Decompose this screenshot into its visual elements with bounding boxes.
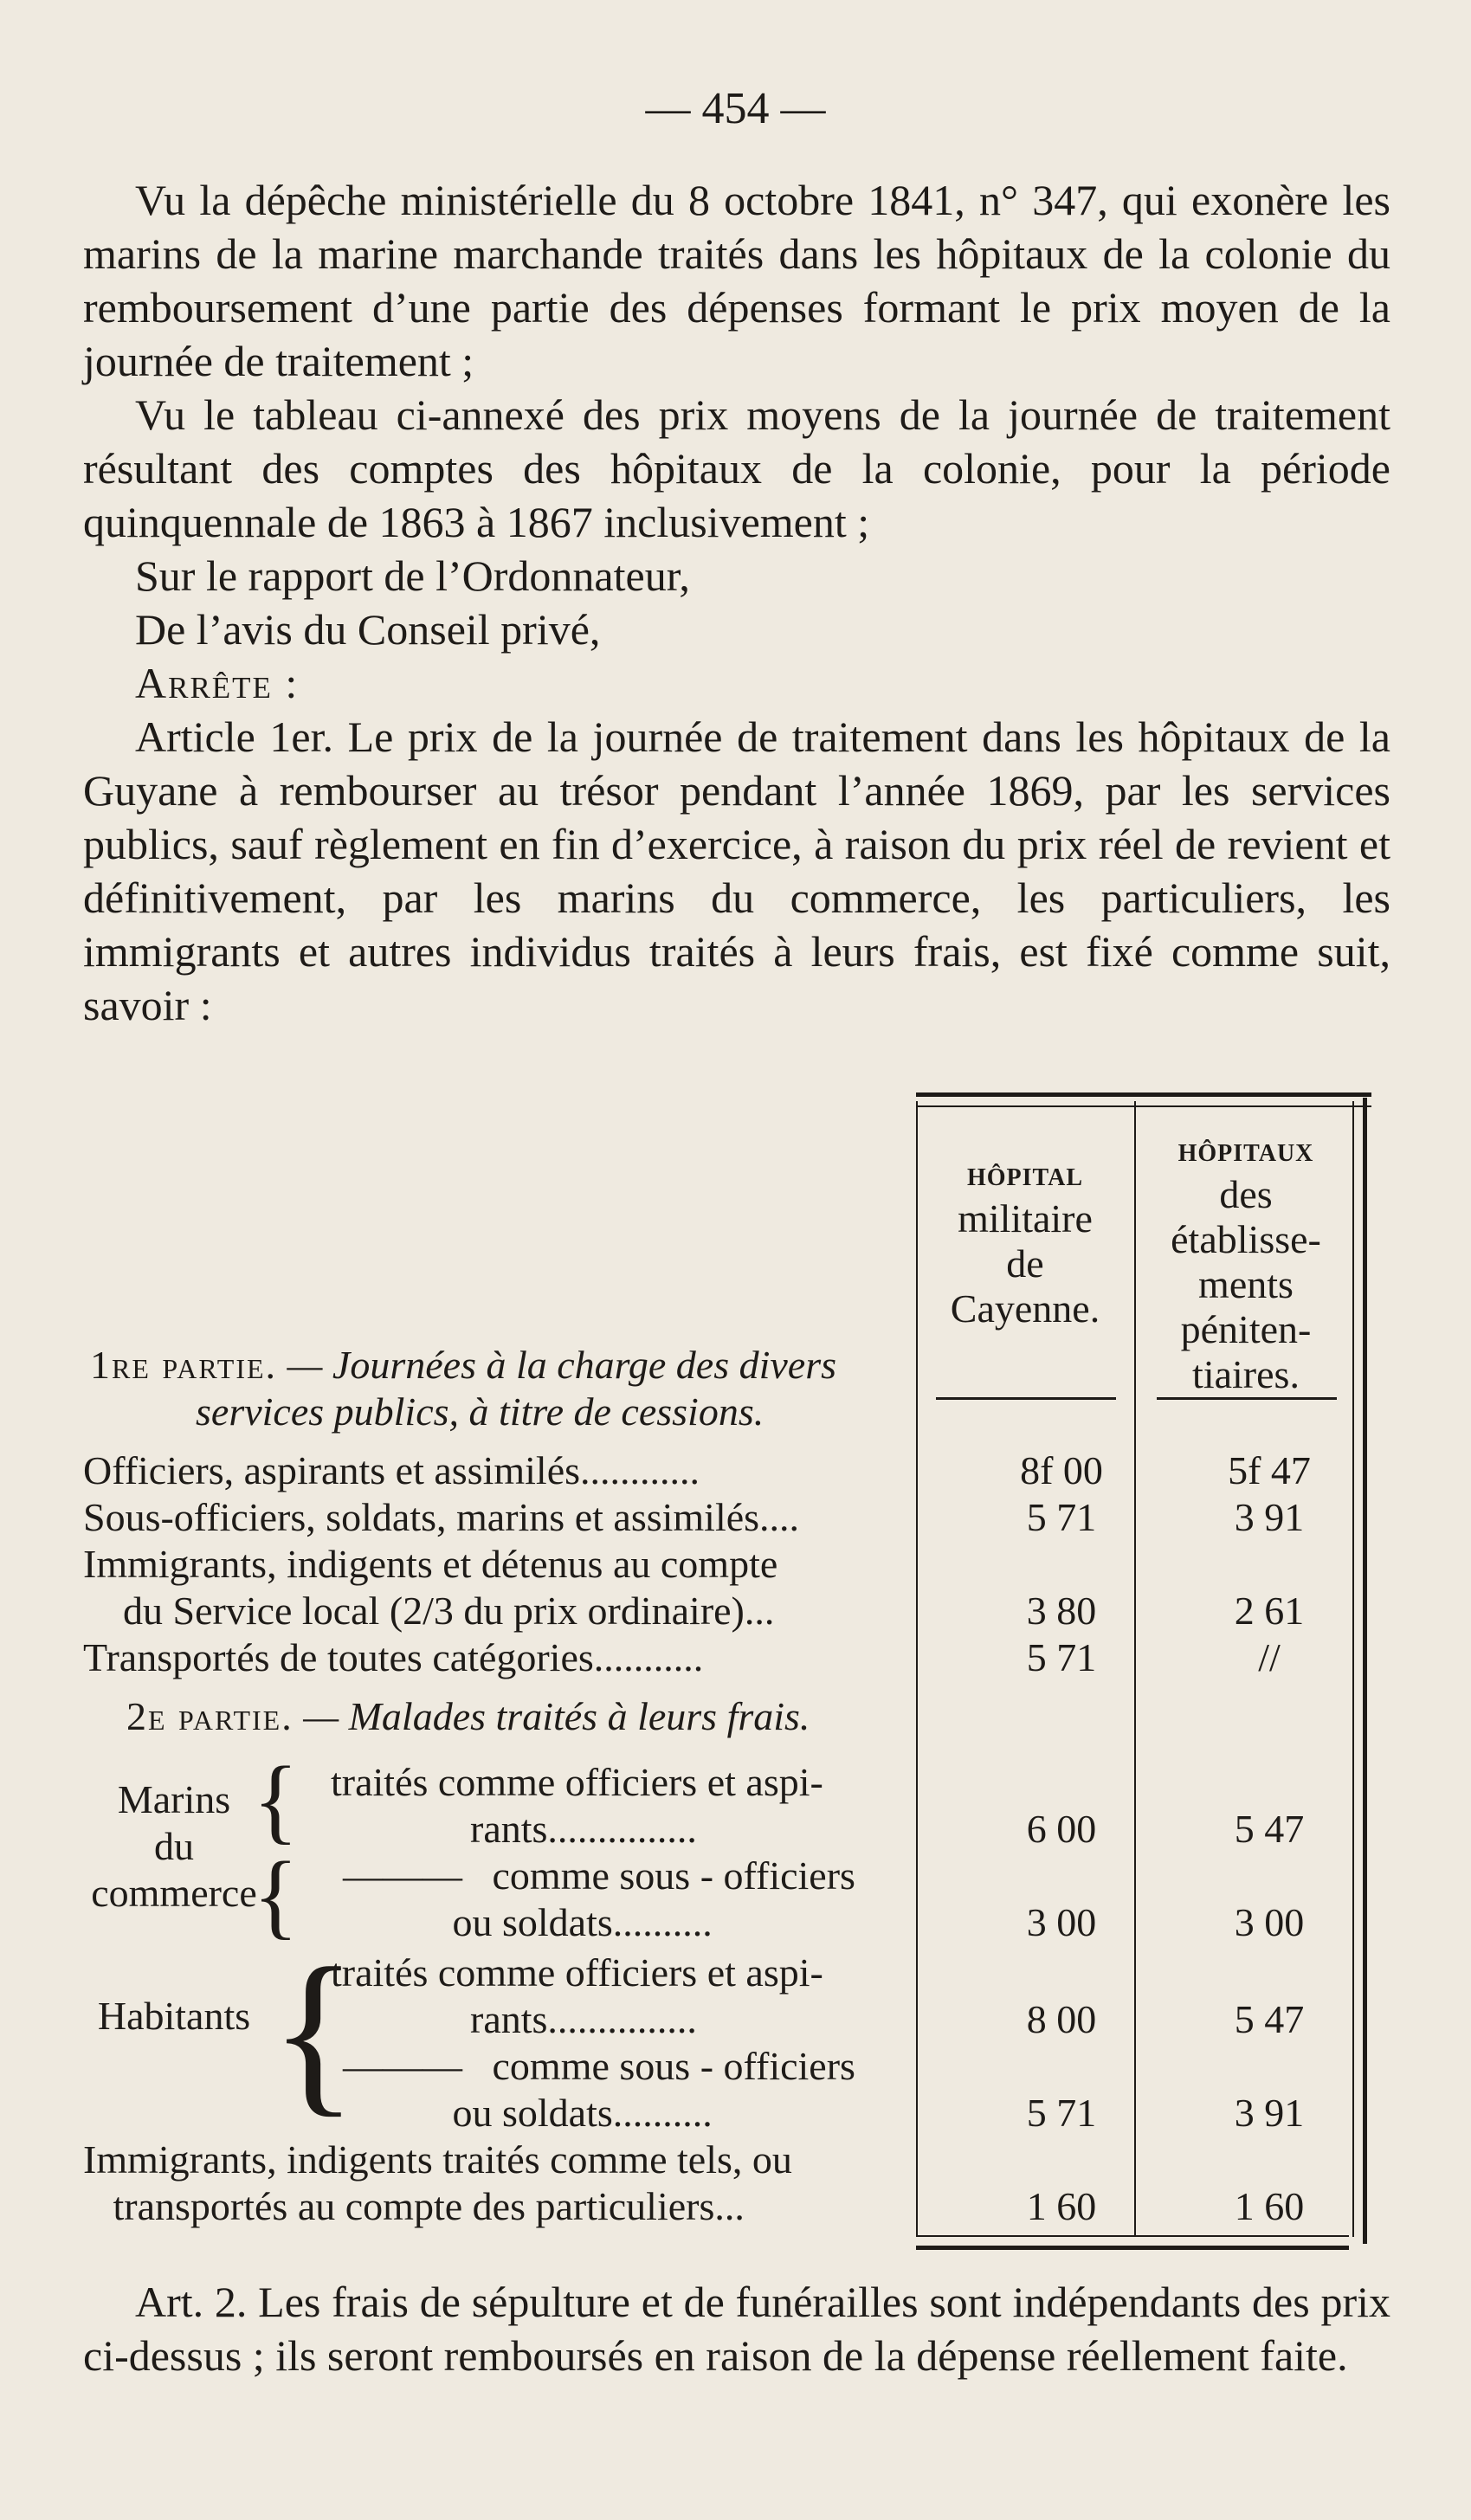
column-header-hopital-militaire: hôpital militaire de Cayenne. [950, 1154, 1100, 1331]
column-header-hopitaux-penitentiaires: hôpitaux des établisse- ments péniten- tiaires. [1171, 1130, 1321, 1396]
column-2-header-rule [1157, 1397, 1337, 1400]
page-number: — 454 — [645, 84, 826, 133]
article-2-text: Art. 2. Les frais de sépulture et de funérailles sont indépendants des prix ci-dessus ; ils seront remboursés en raison de la dépense réellement faite. [83, 2278, 1390, 2380]
table-left-border [916, 1101, 918, 2237]
paragraph-tableau: Vu le tableau ci-annexé des prix moyens de la journée de traitement résultant des comptes des hôpitaux de la colonie, pour la période quinquennale de 1863 à 1867 inclusivement ; [83, 390, 1390, 546]
brace-habitants: { [270, 1931, 358, 2132]
group-label-marins-du-commerce: Marins du commerce [91, 1777, 257, 1915]
arrete-heading: Arrête : [135, 659, 300, 707]
brace-marins: { [253, 1747, 299, 1853]
column-1-header-rule [936, 1397, 1116, 1400]
group-label-habitants: Habitants [97, 1994, 251, 2038]
paragraph-rapport: Sur le rapport de l’Ordonnateur, [135, 551, 690, 600]
price-table: hôpital militaire de Cayenne. hôpitaux des établisse- ments péniten- tiaires. 1re partie. — Journées à la charge des divers services publics, à titre de cessions. Officiers, aspirants et assimilés............ 8f 00 5f 47 Sous-officiers, soldats, marins et assimilés.... 5 71 3 91 Immigrants, indigents et détenus au compte du Service local (2/3 du prix ordinaire)... 3 80 2 61 Transportés de toutes catégories........... 5 71 // 2e partie. — Malades traités à leurs frais. Marins du commerce { { traités comme officiers et aspi- rants............... 6 00 5 47 ——— comme sous - officiers ou soldats.......... 3 00 3 00 Habitants { traités comme officiers et aspi- rants............... 8 00 5 47 ——— comme sous - officiers ou soldats.......... 5 71 3 91 Immigrants, indigents traités comme tels, ou transportés au compte des particuliers... 1 60 1 60 [83, 1092, 1365, 2253]
table-bottom-rule [916, 2235, 1349, 2250]
article-1: Article 1er. Le prix de la journée de traitement dans les hôpitaux de la Guyane à rembourser au trésor pendant l’année 1869, par les services publics, sauf règlement en fin d’exercice, à raison du prix réel de revient et définitivement, par les marins du commerce, les particuliers, les immigrants et autres individus traités à leurs frais, est fixé comme suit, savoir : [83, 712, 1390, 1029]
table-top-rule [916, 1092, 1371, 1107]
article-2 [83, 2275, 1390, 2382]
preamble [83, 173, 1390, 1032]
brace-marins-lower: { [253, 1842, 299, 1948]
paragraph-avis: De l’avis du Conseil privé, [135, 605, 601, 654]
paragraph-depeche: Vu la dépêche ministérielle du 8 octobre 1841, n° 347, qui exonère les marins de la marine marchande traités dans les hôpitaux de la colonie du remboursement d’une partie des dépenses formant le prix moyen de la journée de traitement ; [83, 176, 1390, 385]
